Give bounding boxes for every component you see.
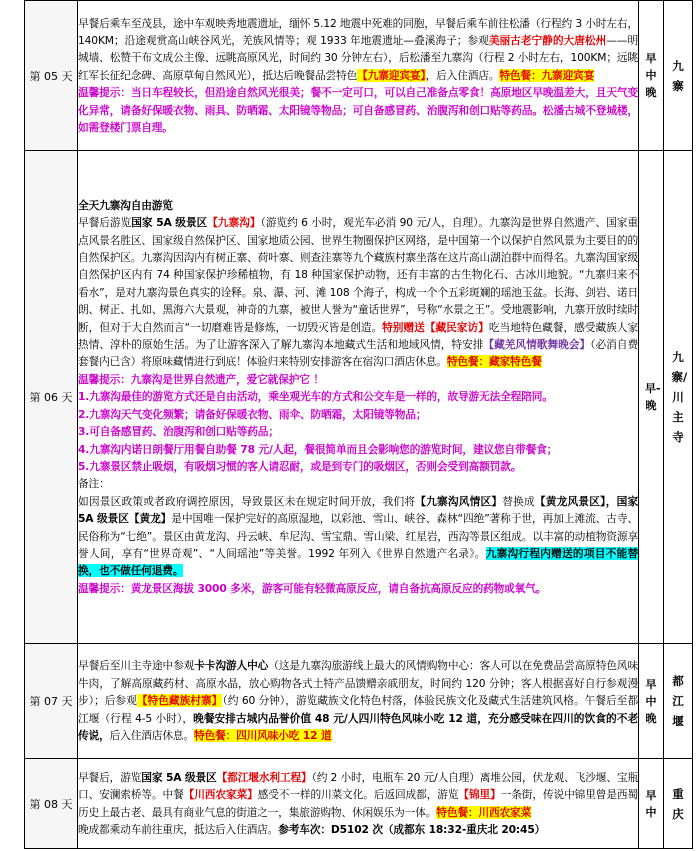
day-title: 全天九寨沟自由游览: [78, 198, 173, 212]
no-refund-note: 九寨沟行程内赠送的项目不能替换，也不做任何退费。: [78, 546, 638, 578]
warm-tip: 温馨提示：黄龙景区海拔 3000 多米，游客可能有轻微高原反应，请自备抗高原反应的药物或氧气。: [78, 581, 547, 595]
warm-tip: 3.可自备感冒药、治腹泻和创口贴等药品；: [78, 425, 279, 439]
day-label: 第 06 天: [25, 151, 78, 644]
day-description: [78, 759, 639, 849]
desc-text: 替换成: [502, 494, 535, 508]
desc-highlight: 【都江堰水利工程】: [216, 770, 312, 784]
warm-tip: 5.九寨景区禁止吸烟，有吸烟习惯的客人请忍耐，或是到专门的吸烟区，否则会受到高额罚款。: [78, 459, 522, 473]
special-meal: 特色餐：藏家特色餐: [446, 355, 542, 369]
train-reference: 参考车次：D5102 次（成都东 18:32-重庆北 20:45）: [278, 822, 546, 836]
desc-text: 如因景区政策或者政府调控原因，导致景区未在规定时间开放，我们将: [78, 494, 416, 508]
desc-text: 是中国唯一保护完好的高原湿地，以彩池、雪山、峡谷、森林“四绝”著称于世，再加上滩流、古寺、民俗称为“七绝”。景区由黄龙沟、丹云峡、牟尼沟、雪宝鼎、雪山梁、红星岩，西沟等景区组成。以丰富的动植物资源享誉人间，享有“世界奇观”、“人间瑶池”等美誉。1992 年列入《世界自然遗产名录》。: [78, 512, 639, 560]
desc-bold: 卡卡沟游人中心: [194, 659, 269, 673]
day-description: [78, 151, 639, 644]
accommodation-text: 重庆: [672, 786, 684, 821]
accommodation: [664, 1, 693, 151]
desc-text: 早餐后游览: [78, 216, 132, 230]
desc-text: 早餐后至川主寺途中参观: [78, 659, 195, 673]
accommodation: [664, 151, 693, 644]
desc-highlight: 【锦里】: [458, 788, 501, 802]
special-meal: 特色餐：四川风味小吃 12 道: [193, 729, 332, 743]
desc-highlight: 【藏羌风情歌舞晚会】: [483, 338, 591, 352]
warm-tip: 2.九寨沟天气变化频繁；请备好保暖衣物、雨伞、防晒霜，太阳镜等物品；: [78, 407, 427, 421]
desc-bold: 【九寨沟风情区】: [415, 494, 503, 508]
desc-bold: 国家 5A 级景区: [131, 216, 208, 230]
day-row: [25, 644, 693, 759]
accommodation-text: 九寨/川主寺: [671, 350, 688, 444]
desc-text: （游览约 6 小时，观光车必消 90 元/人，自理）。九寨沟是世界自然遗产、国家重点风景名胜区、国家级自然保护区、国家地质公园、世界生物圈保护区网络，是中国第一个以保护自然风景为主要目的的自然保护区。九寨沟因沟内有树正寨、荷叶寨、则查洼寨等九个藏族村寨坐落在这片高山湖泊群中而得名。九寨沟国家级自然保护区内有 74 种国家保护珍稀植物，有 18 种国家保护动物，还有丰富的古生物化石、古冰川地貌。“九寨归来不看水”，是对九寨沟景色真实的诠释。泉、瀑、河、滩 108 个海子，构成一个个五彩斑斓的瑶池玉盆。长海、剑岩、诺日朗、树正、扎如、黑海六大景观，神奇的九寨，被世人誉为“童话世界”，号称“水景之王”。受地震影响，九寨开放时续时断，但对于大自然而言“一切磨难皆是修炼，一切毁灭皆是创造。: [78, 216, 638, 334]
desc-text: 一条街，传说中锦里曾是西蜀历史上最古老、最具有商业气息的街道之一，集旅游购物、休闲娱乐为一体。: [78, 788, 638, 819]
desc-bold: 晚餐安排古城内品誉价值 48 元/人四川特色风味小吃 12 道，充分感受味在四川的饮食的不老传说，: [78, 711, 638, 743]
accommodation-text: 九寨: [672, 58, 684, 93]
desc-highlight: 【藏民家访】: [424, 320, 489, 334]
day-label: 第 07 天: [25, 644, 78, 759]
desc-bold: ，国家 5A 级景区: [78, 494, 638, 526]
desc-text: 晚成都乘动车前往重庆，抵达后入住酒店。: [78, 822, 279, 836]
train-line: [78, 821, 638, 838]
warm-tip: 4.九寨沟内诺日朗餐厅用餐自助餐 78 元/人起，餐很简单而且会影响您的游览时间，建议您自带餐食；: [78, 442, 558, 456]
day-label: 第 08 天: [25, 759, 78, 849]
desc-highlight: 【川西农家菜】: [183, 788, 258, 802]
day-description: [78, 644, 639, 759]
accommodation: [664, 644, 693, 759]
desc-bold: 国家 5A 级景区: [141, 770, 217, 784]
meals: [639, 644, 664, 759]
warm-tip: 温馨提示：九寨沟是世界自然遗产，爱它就保护它 ！: [78, 372, 324, 386]
desc-text: （约 2 小时，电瓶车 20 元/人自理）离堆公园，伏龙观、飞沙堰、宝瓶口、安澜索桥等。中餐: [78, 770, 638, 802]
accommodation: [664, 759, 693, 849]
desc-highlight: 特别赠送: [382, 320, 425, 334]
special-meal: 特色餐：九寨迎宾宴: [499, 68, 595, 82]
desc-text: ，后入住酒店。: [425, 68, 500, 82]
meals: [639, 759, 664, 849]
note-label: 备注：: [78, 477, 110, 491]
meals: [639, 151, 664, 644]
desc-text: ——明城墙、松赞干布文成公主像、远眺高原风光，时间约 30 分钟左右），后松潘至九寨沟（行程 2 小时左右，100KM；远眺红军长征纪念碑、高原草甸自然风光），抵达后晚餐品尝特色: [78, 33, 638, 82]
day-row: [25, 1, 693, 151]
desc-text: 早餐后乘车至茂县，途中车观映秀地震遗址，缅怀 5.12 地震中死难的同胞，早餐后乘车前往松潘（行程约 3 小时左右，140KM；沿途观赏高山峡谷风光，羌族风情等；观 1933 年地震遗址—叠溪海子；参观: [78, 16, 638, 47]
desc-highlight: 【特色藏族村寨】: [136, 694, 223, 708]
warm-tip: 温馨提示：当日车程较长，但沿途自然风光很美；餐不一定可口，可以自己准备点零食！高原地区早晚温差大，且天气变化异常，请备好保暖衣物、雨具、防晒霜、太阳镜等物品；可自备感冒药、治腹泻和创口贴等药品。松潘古城不登城楼，如需登楼门票自理。: [78, 86, 638, 135]
meals-text: 早中晚: [645, 52, 657, 99]
itinerary-table: [24, 0, 693, 849]
desc-text: （必消自费套餐内已含）将原味藏情进行到底！体验归来特别安排游客在宿沟口酒店休息。: [78, 338, 638, 369]
desc-text: 后入住酒店休息。: [109, 729, 194, 743]
day-label: 第 05 天: [25, 1, 78, 151]
accommodation-text: 都江堰: [672, 674, 684, 728]
day-row: [25, 759, 693, 849]
desc-text: 感受不一样的川菜文化。后返回成都，游览: [257, 788, 459, 802]
desc-bold: 【黄龙】: [128, 512, 172, 526]
warm-tip: 1.九寨沟最佳的游览方式还是自由活动，乘坐观光车的方式和公交车是一样的，故导游无法全程陪同。: [78, 390, 553, 404]
meals-text: 早中: [645, 788, 657, 819]
desc-highlight: 【九寨迎宾宴】: [357, 68, 426, 82]
desc-text: （这是九寨沟旅游线上最大的风情购物中心：客人可以在免费品尝高原特色风味牛肉，了解高原藏药材、高原水晶，放心购物各式土特产品馈赠亲戚朋友，时间约 120 分钟；客人根据喜好自行参观漫步）；后参观: [78, 659, 638, 708]
desc-text: 早餐后，游览: [78, 770, 142, 784]
meals-text: 早-晚: [645, 382, 661, 412]
desc-bold: 【黄龙风景区】: [534, 494, 606, 508]
day-description: [78, 1, 639, 151]
special-meal: 特色餐：川西农家菜: [436, 805, 532, 819]
day-row: [25, 151, 693, 644]
desc-highlight: 美丽古老宁静的大唐松州: [488, 33, 607, 47]
desc-text: 吃当地特色藏餐，感受藏族人家热情、淳朴的原始生活。为了让游客深入了解九寨沟本地藏式生活和地域风情，特安排: [78, 320, 638, 352]
meals-text: 早中晚: [645, 677, 657, 725]
desc-highlight: 【九寨沟】: [207, 216, 261, 230]
desc-text: （约 60 分钟），游览藏族文化特色村落，体验民族文化及藏式生活建筑风格。午餐后至都江堰（行程 4-5 小时），: [78, 694, 638, 725]
meals: [639, 1, 664, 151]
